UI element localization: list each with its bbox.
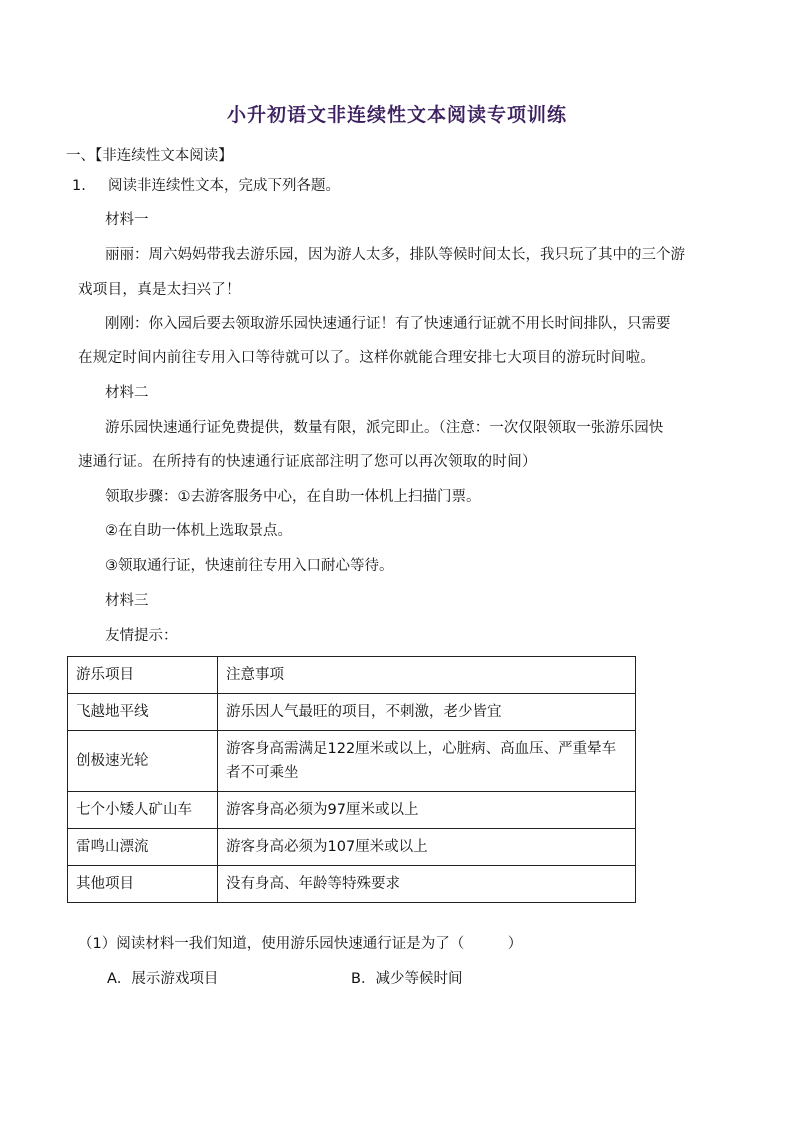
gang-line-1: 刚刚：你入园后要去领取游乐园快速通行证！有了快速通行证就不用长时间排队，只需要 — [105, 316, 671, 332]
table-cell: 七个小矮人矿山车 — [68, 792, 218, 829]
table-cell: 没有身高、年龄等特殊要求 — [218, 866, 636, 903]
table-row — [68, 792, 636, 829]
tips-label: 友情提示： — [105, 628, 178, 644]
sub-question-1: （1）阅读材料一我们知道，使用游乐园快速通行证是为了（ ） — [78, 936, 523, 952]
question-1 — [72, 176, 340, 196]
lili-line-2: 戏项目，真是太扫兴了！ — [78, 282, 241, 298]
table-header-cell: 注意事项 — [218, 657, 636, 694]
question-text: 阅读非连续性文本，完成下列各题。 — [108, 178, 340, 194]
section-heading: 一、【非连续性文本阅读】 — [66, 148, 233, 164]
table-row — [68, 866, 636, 903]
option-a[interactable]: A．展示游戏项目 — [107, 971, 219, 987]
step-2: ②在自助一体机上选取景点。 — [105, 523, 292, 539]
table-cell: 雷鸣山漂流 — [68, 829, 218, 866]
table-cell: 创极速光轮 — [68, 731, 218, 792]
step-3: ③领取通行证，快速前往专用入口耐心等待。 — [105, 558, 394, 574]
step-1: 领取步骤：①去游客服务中心，在自助一体机上扫描门票。 — [105, 489, 481, 505]
material3-heading: 材料三 — [105, 593, 149, 609]
material2-heading: 材料二 — [105, 385, 149, 401]
question-number: 1. — [72, 178, 86, 194]
option-b[interactable]: B．减少等候时间 — [351, 971, 463, 987]
table-cell: 游客身高必须为107厘米或以上 — [218, 829, 636, 866]
material2-line-1: 游乐园快速通行证免费提供，数量有限，派完即止。（注意：一次仅限领取一张游乐园快 — [105, 420, 664, 436]
table-cell: 游客身高需满足122厘米或以上，心脏病、高血压、严重晕车者不可乘坐 — [218, 731, 636, 792]
table-cell: 游乐因人气最旺的项目，不刺激，老少皆宜 — [218, 694, 636, 731]
table-header-cell: 游乐项目 — [68, 657, 218, 694]
page-title: 小升初语文非连续性文本阅读专项训练 — [226, 104, 567, 126]
table-cell: 游客身高必须为97厘米或以上 — [218, 792, 636, 829]
material1-heading: 材料一 — [105, 212, 149, 228]
lili-line-1: 丽丽：周六妈妈带我去游乐园，因为游人太多，排队等候时间太长，我只玩了其中的三个游 — [105, 247, 685, 263]
table-row — [68, 731, 636, 792]
table-cell: 其他项目 — [68, 866, 218, 903]
table-header-row — [68, 657, 636, 694]
table-cell: 飞越地平线 — [68, 694, 218, 731]
material2-line-2: 速通行证。在所持有的快速通行证底部注明了您可以再次领取的时间） — [78, 454, 537, 470]
table-row — [68, 694, 636, 731]
gang-line-2: 在规定时间内前往专用入口等待就可以了。这样你就能合理安排七大项目的游玩时间啦。 — [78, 350, 656, 366]
table-row — [68, 829, 636, 866]
attractions-table — [67, 656, 636, 903]
